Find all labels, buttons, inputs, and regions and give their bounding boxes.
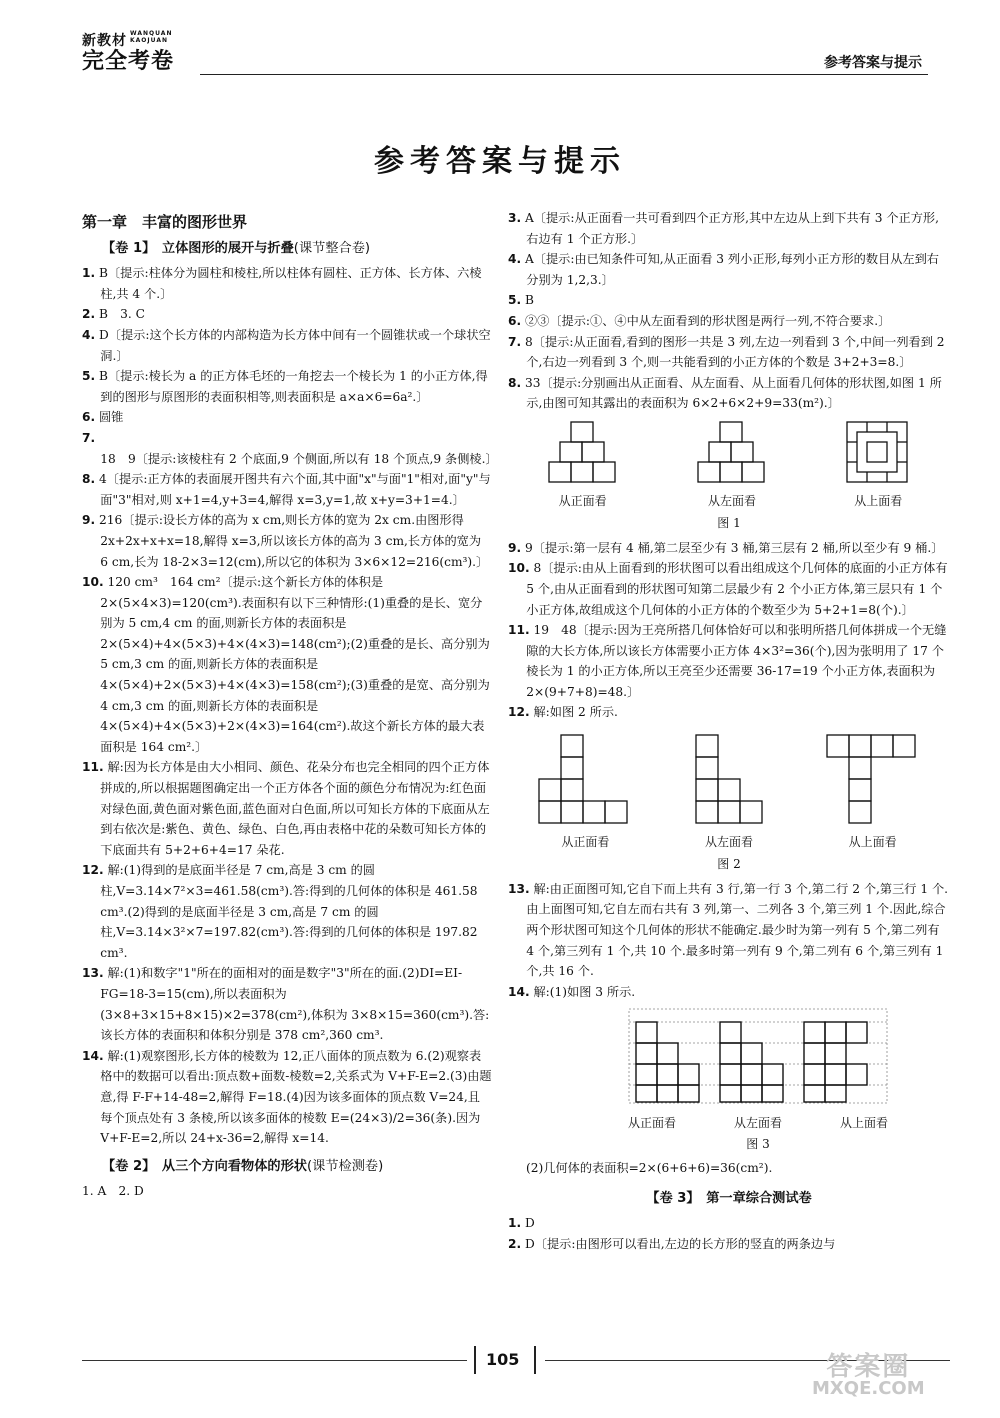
brand-latin: WANQUAN KAOJUAN bbox=[130, 30, 173, 44]
chapter-heading: 第一章 丰富的图形世界 bbox=[82, 213, 248, 231]
answer-text: 解:如图 2 所示. bbox=[533, 705, 618, 720]
figure-3 bbox=[628, 1008, 888, 1154]
answer-text: 33〔提示:分别画出从正面看、从左面看、从上面看几何体的形状图,如图 1 所示,由图可知其露出的表面积为 6×2+6×2+9=33(m²).〕 bbox=[525, 375, 942, 411]
fig1-label-top: 从上面看 bbox=[854, 493, 903, 508]
page-number: 105 bbox=[486, 1350, 520, 1369]
right-column bbox=[508, 208, 950, 1255]
answer-text: 解:(1)观察图形,长方体的棱数为 12,正八面体的顶点数为 6.(2)观察表格中的数据可以看出:顶点数+面数-棱数=2,关系式为 V+F-E=2.(3)由题意,得 F-F+14-48=2,解得 F=18.(4)因为该多面体的顶点数 V=24,且每个顶点处有 3 条棱,所以该多面体的棱数 E=(24×3)/2=36(条).因为 V+F-E=2,所以 24+x-36=2,解得 x=14. bbox=[100, 1048, 492, 1146]
answer-number: 9. bbox=[508, 540, 522, 555]
answer-item bbox=[508, 249, 950, 290]
answer-item bbox=[508, 373, 950, 414]
answer-number: 11. bbox=[82, 760, 104, 775]
fig2-top bbox=[825, 733, 921, 852]
answer-text: 解:由正面图可知,它自下而上共有 3 行,第一行 3 个,第二行 2 个,第三行 1 个.由上面图可知,它自左而右共有 3 列,第一、二列各 3 个,第三列 1 个.因此,综合两个形状图可知这个几何体的形状不能确定.最少时为第一列有 5 个,第二列有 4 个,第三列有 1 个,共 10 个.最多时第一列有 9 个,第二列有 6 个,第三列有 1 个,共 16 个. bbox=[526, 881, 949, 979]
section-heading-3: 【卷 3】 第一章综合测试卷 bbox=[646, 1190, 812, 1206]
answer-number: 6. bbox=[508, 313, 522, 328]
answer-number: 13. bbox=[508, 881, 530, 896]
answer-item bbox=[82, 757, 492, 860]
answer-text: 4〔提示:正方体的表面展开图共有六个面,其中面"x"与面"1"相对,面"y"与面"3"相对,则 x+1=4,y+3=4,解得 x=3,y=1,故 x+y=3+1=4.〕 bbox=[99, 472, 491, 507]
answer-item bbox=[508, 702, 950, 723]
answer-item bbox=[508, 558, 950, 620]
answer-number: 7. bbox=[508, 334, 522, 349]
answer-text: A〔提示:由已知条件可知,从正面看 3 列小正形,每列小正方形的数目从左到右分别为 1,2,3.〕 bbox=[525, 252, 939, 287]
page-number-bar-right bbox=[534, 1346, 536, 1374]
answer-item bbox=[82, 428, 498, 469]
answer-number: 10. bbox=[82, 575, 104, 590]
running-header: 参考答案与提示 bbox=[824, 55, 922, 71]
watermark-logo: 答案圈 bbox=[826, 1352, 911, 1382]
answer-list-right-d bbox=[508, 1213, 950, 1254]
answer-text: 解:(1)和数字"1"所在的面相对的面是数字"3"所在的面.(2)DI=EI-FG=18-3=15(cm),所以表面积为(3×8+3×15+8×15)×2=378(cm²),体积为 3×8×15=360(cm³).答:该长方体的表面积和体积分别是 378 cm²,360 cm³. bbox=[100, 966, 490, 1043]
fig1-front-drawing bbox=[546, 420, 620, 484]
answer-item bbox=[82, 1046, 492, 1149]
answer-text: D bbox=[525, 1216, 535, 1231]
fig1-label-front: 从正面看 bbox=[558, 493, 607, 508]
fig1-left bbox=[695, 420, 769, 511]
answer-line: (2)几何体的表面积=2×(6+6+6)=36(cm²). bbox=[526, 1161, 773, 1176]
section-heading-2: 【卷 2】 从三个方向看物体的形状(课节检测卷) bbox=[102, 1158, 384, 1174]
figure-2 bbox=[508, 733, 950, 852]
answer-text: ②③〔提示:①、④中从左面看到的形状图是两行一列,不符合要求.〕 bbox=[525, 313, 891, 328]
answer-list-left bbox=[82, 263, 498, 1149]
watermark bbox=[812, 1352, 925, 1400]
watermark-url: MXQE.COM bbox=[812, 1378, 925, 1399]
fig2-left bbox=[692, 733, 766, 852]
answer-item bbox=[508, 311, 950, 332]
answer-item bbox=[82, 963, 492, 1045]
answer-text: 19 48〔提示:因为王亮所搭几何体恰好可以和张明所搭几何体拼成一个无缝隙的大长方体,所以该长方体需要小正方体 4×3²=36(个),因为张明用了 17 个棱长为 1 的小正方体,所以王亮至少还需要 36-17=19 个小正方体,表面积为 2×(9+7+8)=48.〕 bbox=[526, 623, 947, 699]
fig2-label-left: 从左面看 bbox=[704, 834, 753, 849]
answer-item bbox=[82, 263, 492, 304]
answer-text: 9〔提示:第一层有 4 桶,第二层至少有 3 桶,第三层有 2 桶,所以至少有 9 桶.〕 bbox=[525, 540, 944, 555]
fig2-caption: 图 2 bbox=[717, 857, 741, 872]
left-column bbox=[82, 210, 498, 1202]
page-title: 参考答案与提示 bbox=[374, 144, 626, 179]
fig3-label-top: 从上面看 bbox=[839, 1116, 888, 1130]
answer-number: 4. bbox=[508, 252, 522, 267]
answer-text: 216〔提示:设长方体的高为 x cm,则长方体的宽为 2x cm.由图形得 2x+2x+x+x=18,解得 x=3,所以该长方体的高为 3 cm,长方体的宽为 6 cm,长为 18-2×3=12(cm),所以它的体积为 3×6×12=216(cm³).〕 bbox=[99, 513, 489, 569]
answer-item bbox=[82, 304, 492, 325]
answer-list-right-a bbox=[508, 208, 950, 414]
answer-item bbox=[82, 366, 492, 407]
answer-item bbox=[508, 1213, 950, 1234]
answer-text: 120 cm³ 164 cm²〔提示:这个新长方体的体积是 2×(5×4×3)=120(cm³).表面积有以下三种情形:(1)重叠的是长、宽分别为 5 cm,4 cm 的面,则新长方体的表面积是 2×(5×4)+4×(5×3)+4×(4×3)=148(cm²);(2)重叠的是长、高分别为 5 cm,3 cm 的面,则新长方体的表面积是 4×(5×4)+2×(5×3)+4×(4×3)=158(cm²);(3)重叠的是宽、高分别为 4 cm,3 cm 的面,则新长方体的表面积是 4×(5×4)+4×(5×3)+2×(4×3)=164(cm²).故这个新长方体的最大表面积是 164 cm².〕 bbox=[100, 575, 490, 754]
answer-item bbox=[82, 407, 492, 428]
fig3-drawing bbox=[628, 1008, 888, 1104]
answer-number: 2. bbox=[82, 307, 96, 322]
fig1-caption: 图 1 bbox=[717, 516, 741, 531]
answer-number: 1. bbox=[82, 266, 96, 281]
answer-item bbox=[508, 1234, 950, 1255]
answer-text: D〔提示:由图形可以看出,左边的长方形的竖直的两条边与 bbox=[525, 1236, 836, 1251]
fig2-front bbox=[537, 733, 633, 852]
answer-number: 11. bbox=[508, 623, 530, 638]
answer-number: 2. bbox=[508, 1236, 522, 1251]
fig2-top-drawing bbox=[825, 733, 921, 825]
answer-text: B 3. C bbox=[99, 307, 145, 322]
answer-number: 5. bbox=[508, 293, 522, 308]
answer-item bbox=[82, 469, 492, 510]
answer-number: 7. bbox=[82, 430, 96, 445]
answer-item bbox=[508, 290, 950, 311]
brand-top: 新教材 WANQUAN KAOJUAN bbox=[82, 30, 173, 49]
answer-item bbox=[82, 572, 492, 757]
answer-number: 5. bbox=[82, 369, 96, 384]
answer-number: 14. bbox=[82, 1048, 104, 1063]
fig1-front bbox=[546, 420, 620, 511]
answer-text: 圆锥 bbox=[99, 410, 124, 425]
answer-text: B bbox=[525, 293, 534, 308]
answer-number: 10. bbox=[508, 561, 530, 576]
answer-text: 8〔提示:从正面看,看到的图形一共是 3 列,左边一列看到 3 个,中间一列看到 2 个,右边一列看到 3 个,则一共能看到的小正方体的个数是 3+2+3=8.〕 bbox=[525, 334, 945, 370]
fig3-label-left: 从左面看 bbox=[733, 1116, 782, 1130]
answer-item bbox=[82, 325, 492, 366]
brand-logo bbox=[82, 30, 174, 74]
answer-item bbox=[508, 879, 950, 982]
answer-number: 14. bbox=[508, 984, 530, 999]
answer-text: A〔提示:从正面看一共可看到四个正方形,其中左边从上到下共有 3 个正方形,右边有 1 个正方形.〕 bbox=[525, 211, 939, 246]
fig1-left-drawing bbox=[695, 420, 769, 484]
answer-number: 4. bbox=[82, 327, 96, 342]
answer-list-right-b bbox=[508, 538, 950, 723]
answer-number: 1. bbox=[508, 1216, 522, 1231]
answer-text: D〔提示:这个长方体的内部构造为长方体中间有一个圆锥状或一个球状空洞.〕 bbox=[99, 327, 491, 363]
fig1-label-left: 从左面看 bbox=[707, 493, 756, 508]
answer-item bbox=[508, 208, 950, 249]
page-number-bar-left bbox=[474, 1346, 476, 1374]
answer-text: 18 9〔提示:该棱柱有 2 个底面,9 个侧面,所以有 18 个顶点,9 条侧棱.〕 bbox=[100, 451, 498, 466]
answer-item bbox=[508, 982, 950, 1003]
header-rule bbox=[200, 74, 928, 75]
fig2-label-front: 从正面看 bbox=[561, 834, 610, 849]
answer-text: 解:因为长方体是由大小相同、颜色、花朵分布也完全相同的四个正方体拼成的,所以根据题图确定出一个正方体各个面的颜色分布情况为:红色面对绿色面,黄色面对紫色面,蓝色面对白色面,所以可知长方体的下底面从左到右依次是:紫色、黄色、绿色、白色,再由表格中花的朵数可知长方体的下底面共有 5+2+6+4=17 朵花. bbox=[100, 760, 490, 857]
answer-text: B〔提示:棱长为 a 的正方体毛坯的一角挖去一个棱长为 1 的小正方体,得到的图形与原图形的表面积相等,则表面积是 a×a×6=6a².〕 bbox=[99, 369, 488, 404]
answer-number: 12. bbox=[508, 705, 530, 720]
answer-text: 解:(1)得到的是底面半径是 7 cm,高是 3 cm 的圆柱,V=3.14×7²×3=461.58(cm³).答:得到的几何体的体积是 461.58 cm³.(2)得到的是底面半径是 3 cm,高是 7 cm 的圆柱,V=3.14×3²×7=197.82(cm³).答:得到的几何体的体积是 197.82 cm³. bbox=[100, 863, 478, 960]
answer-text: 8〔提示:由从上面看到的形状图可以看出组成这个几何体的底面的小正方体有 5 个,由从正面看到的形状图可知第二层最少有 2 个小正方体,第三层只有 1 个小正方体,故组成这个几何体的小正方体的个数至少为 5+2+1=8(个).〕 bbox=[526, 561, 948, 617]
answer-number: 12. bbox=[82, 863, 104, 878]
answer-list-right-c bbox=[508, 879, 950, 1003]
answer-item bbox=[82, 510, 492, 572]
answer-number: 6. bbox=[82, 410, 96, 425]
section-heading-1: 【卷 1】 立体图形的展开与折叠(课节整合卷) bbox=[102, 240, 371, 256]
figure-1 bbox=[508, 420, 950, 511]
answer-item bbox=[508, 620, 950, 702]
fig3-caption: 图 3 bbox=[746, 1136, 770, 1151]
fig2-left-drawing bbox=[692, 733, 766, 825]
answer-item bbox=[82, 860, 492, 963]
brand-main: 完全考卷 bbox=[82, 49, 175, 74]
fig3-label-front: 从正面看 bbox=[628, 1116, 677, 1130]
fig1-top bbox=[844, 420, 912, 511]
footer-rule-left bbox=[82, 1360, 467, 1361]
answer-text: 解:(1)如图 3 所示. bbox=[533, 984, 636, 999]
answer-number: 9. bbox=[82, 513, 96, 528]
answer-text: B〔提示:柱体分为圆柱和棱柱,所以柱体有圆柱、正方体、长方体、六棱柱,共 4 个.〕 bbox=[99, 266, 482, 301]
answer-number: 8. bbox=[508, 375, 522, 390]
answer-item bbox=[508, 538, 950, 559]
fig2-label-top: 从上面看 bbox=[848, 834, 897, 849]
answer-item bbox=[508, 332, 950, 373]
answer-number: 8. bbox=[82, 472, 96, 487]
answer-line: 1. A 2. D bbox=[82, 1184, 144, 1199]
fig2-front-drawing bbox=[537, 733, 633, 825]
fig1-top-drawing bbox=[844, 420, 912, 484]
answer-number: 3. bbox=[508, 211, 522, 225]
fig3-labels bbox=[628, 1113, 888, 1134]
answer-number: 13. bbox=[82, 966, 104, 981]
